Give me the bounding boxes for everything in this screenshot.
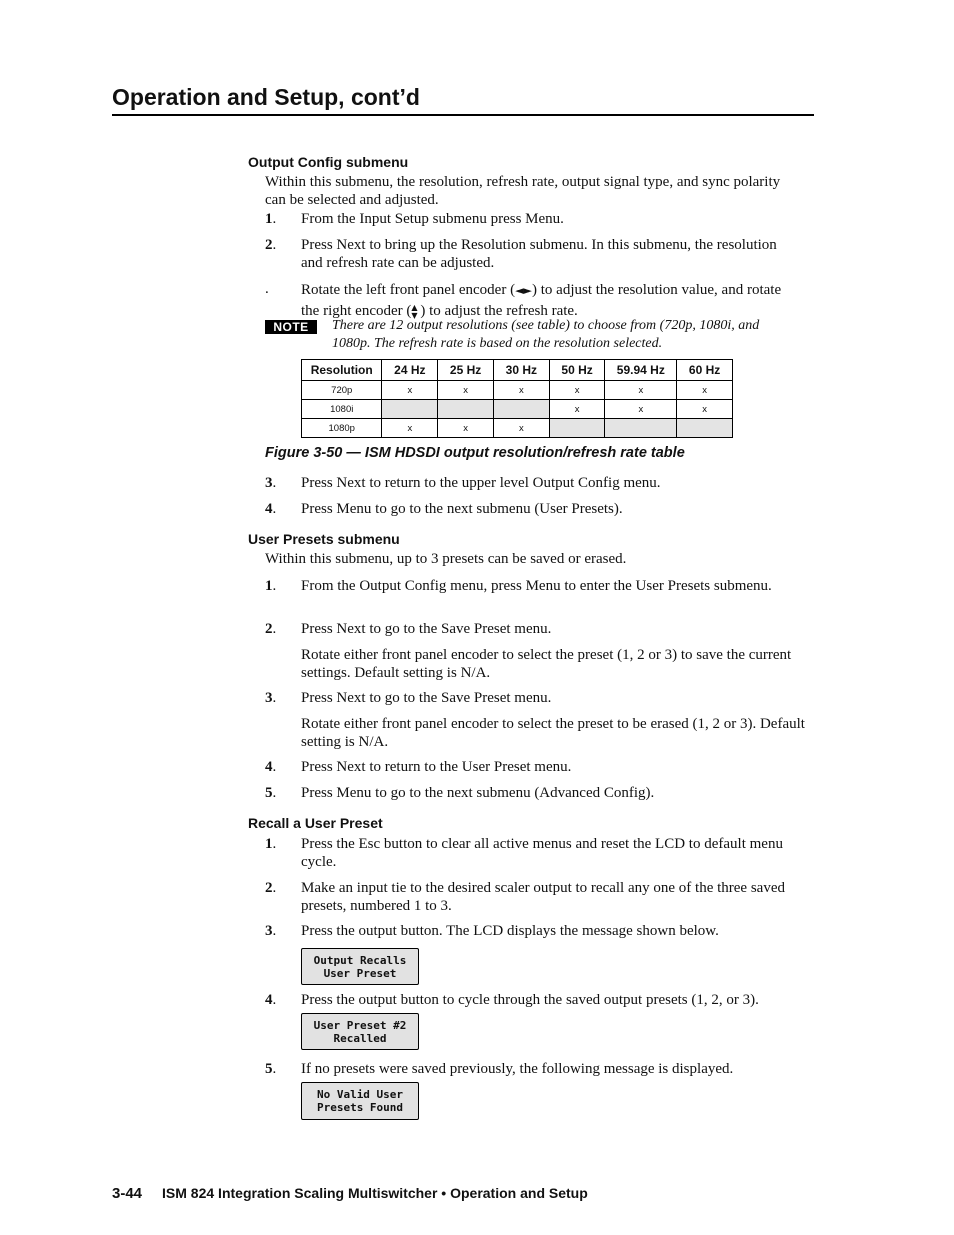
step-number: 5. — [265, 785, 277, 801]
step-text: Press Menu to go to the next submenu (User Presets). — [301, 501, 623, 517]
table-cell: x — [438, 419, 494, 438]
table-cell: x — [493, 381, 549, 400]
step-number: 3. — [265, 475, 277, 491]
step-detail: Rotate either front panel encoder to select the preset (1, 2 or 3) to save the current settings. Default setting is N/A. — [301, 647, 792, 681]
step-text: Press Menu to go to the next submenu (Advanced Config). — [301, 785, 655, 801]
table-header-row — [302, 360, 733, 381]
step-text: From the Output Config menu, press Menu to enter the User Presets submenu. — [301, 578, 772, 594]
step-number: 1. — [265, 211, 277, 227]
output-config-intro: Within this submenu, the resolution, refresh rate, output signal type, and sync polarity can be selected and adjusted. — [265, 174, 781, 208]
table-cell — [438, 400, 494, 419]
step-text: Press the output button. The LCD displays the message shown below. — [301, 923, 719, 939]
step-text: Make an input tie to the desired scaler output to recall any one of the three saved presets, numbered 1 to 3. — [301, 880, 785, 914]
table-cell: x — [438, 381, 494, 400]
step-text: Rotate the left front panel encoder (◄►) to adjust the resolution value, and rotate the right encoder (▲▼ ) to adjust the refresh rate. — [301, 282, 782, 320]
table-cell — [382, 400, 438, 419]
lcd-line: No Valid User — [316, 1088, 404, 1101]
lcd-line: Output Recalls — [313, 953, 407, 967]
table-cell: x — [549, 400, 605, 419]
lcd-display — [301, 1013, 419, 1050]
left-right-arrows-icon: ◄► — [515, 284, 532, 297]
step-number: 4. — [265, 992, 277, 1008]
table-cell: x — [677, 381, 733, 400]
table-cell: x — [493, 419, 549, 438]
step-text: Press Next to go to the Save Preset menu. — [301, 621, 552, 637]
table-header-cell: 50 Hz — [549, 360, 605, 381]
up-down-arrows-icon: ▲▼ — [411, 302, 418, 320]
step-number: 3. — [265, 690, 277, 706]
page-title: Operation and Setup, cont’d — [112, 84, 420, 110]
output-config-heading: Output Config submenu — [248, 154, 409, 170]
page-number: 3-44 — [112, 1185, 143, 1202]
table-cell: 1080i — [302, 400, 382, 419]
table-cell: 720p — [302, 381, 382, 400]
table-cell — [605, 419, 677, 438]
step-detail: Rotate either front panel encoder to select the preset to be erased (1, 2 or 3). Default setting is N/A. — [301, 716, 805, 750]
step-text: Press Next to bring up the Resolution submenu. In this submenu, the resolution and refresh rate can be adjusted. — [301, 237, 777, 271]
user-presets-heading: User Presets submenu — [248, 531, 400, 547]
table-row — [302, 419, 733, 438]
table-header-cell: 30 Hz — [493, 360, 549, 381]
lcd-line: Presets Found — [316, 1101, 404, 1114]
lcd-line: Recalled — [333, 1031, 387, 1045]
table-cell: x — [549, 381, 605, 400]
table-cell — [549, 419, 605, 438]
table-header-cell: 60 Hz — [677, 360, 733, 381]
footer-text: ISM 824 Integration Scaling Multiswitcher • Operation and Setup — [162, 1185, 588, 1201]
step-number: 5. — [265, 1061, 277, 1077]
table-row — [302, 400, 733, 419]
lcd-display — [301, 1082, 419, 1120]
step-number: 2. — [265, 237, 277, 253]
table-cell: x — [605, 400, 677, 419]
table-cell: 1080p — [302, 419, 382, 438]
note-badge: NOTE — [265, 320, 317, 334]
step-text: Press Next to return to the upper level Output Config menu. — [301, 475, 661, 491]
page-footer — [112, 1185, 588, 1202]
lcd-line: User Preset #2 — [313, 1018, 407, 1032]
table-cell — [677, 419, 733, 438]
step-text: Press Next to go to the Save Preset menu. — [301, 690, 552, 706]
table-cell: x — [382, 381, 438, 400]
table-header-cell: 24 Hz — [382, 360, 438, 381]
table-header-cell: Resolution — [302, 360, 382, 381]
lcd-line: User Preset — [323, 966, 397, 980]
step-number: 1. — [265, 836, 277, 852]
recall-heading: Recall a User Preset — [248, 815, 383, 831]
step-number: 2. — [265, 621, 277, 637]
step-text: From the Input Setup submenu press Menu. — [301, 211, 564, 227]
resolution-table — [301, 359, 733, 438]
user-presets-intro: Within this submenu, up to 3 presets can be saved or erased. — [265, 551, 627, 567]
table-row — [302, 381, 733, 400]
title-rule — [112, 114, 814, 116]
note-text: There are 12 output resolutions (see table) to choose from (720p, 1080i, and 1080p. The refresh rate is based on the resolution selected. — [332, 318, 760, 351]
step-text: If no presets were saved previously, the following message is displayed. — [301, 1061, 734, 1077]
step-number: 4. — [265, 501, 277, 517]
step-text: Press the output button to cycle through the saved output presets (1, 2, or 3). — [301, 992, 759, 1008]
step-number: 4. — [265, 759, 277, 775]
lcd-display — [301, 948, 419, 985]
step-number: 1. — [265, 578, 277, 594]
step-number: . — [265, 281, 269, 297]
table-cell — [493, 400, 549, 419]
table-cell: x — [677, 400, 733, 419]
step-number: 2. — [265, 880, 277, 896]
table-cell: x — [605, 381, 677, 400]
table-cell: x — [382, 419, 438, 438]
step-number: 3. — [265, 923, 277, 939]
table-header-cell: 59.94 Hz — [605, 360, 677, 381]
step-text: Press Next to return to the User Preset menu. — [301, 759, 572, 775]
figure-caption: Figure 3-50 — ISM HDSDI output resolution/refresh rate table — [265, 445, 685, 461]
step-text: Press the Esc button to clear all active menus and reset the LCD to default menu cycle. — [301, 836, 783, 870]
table-header-cell: 25 Hz — [438, 360, 494, 381]
